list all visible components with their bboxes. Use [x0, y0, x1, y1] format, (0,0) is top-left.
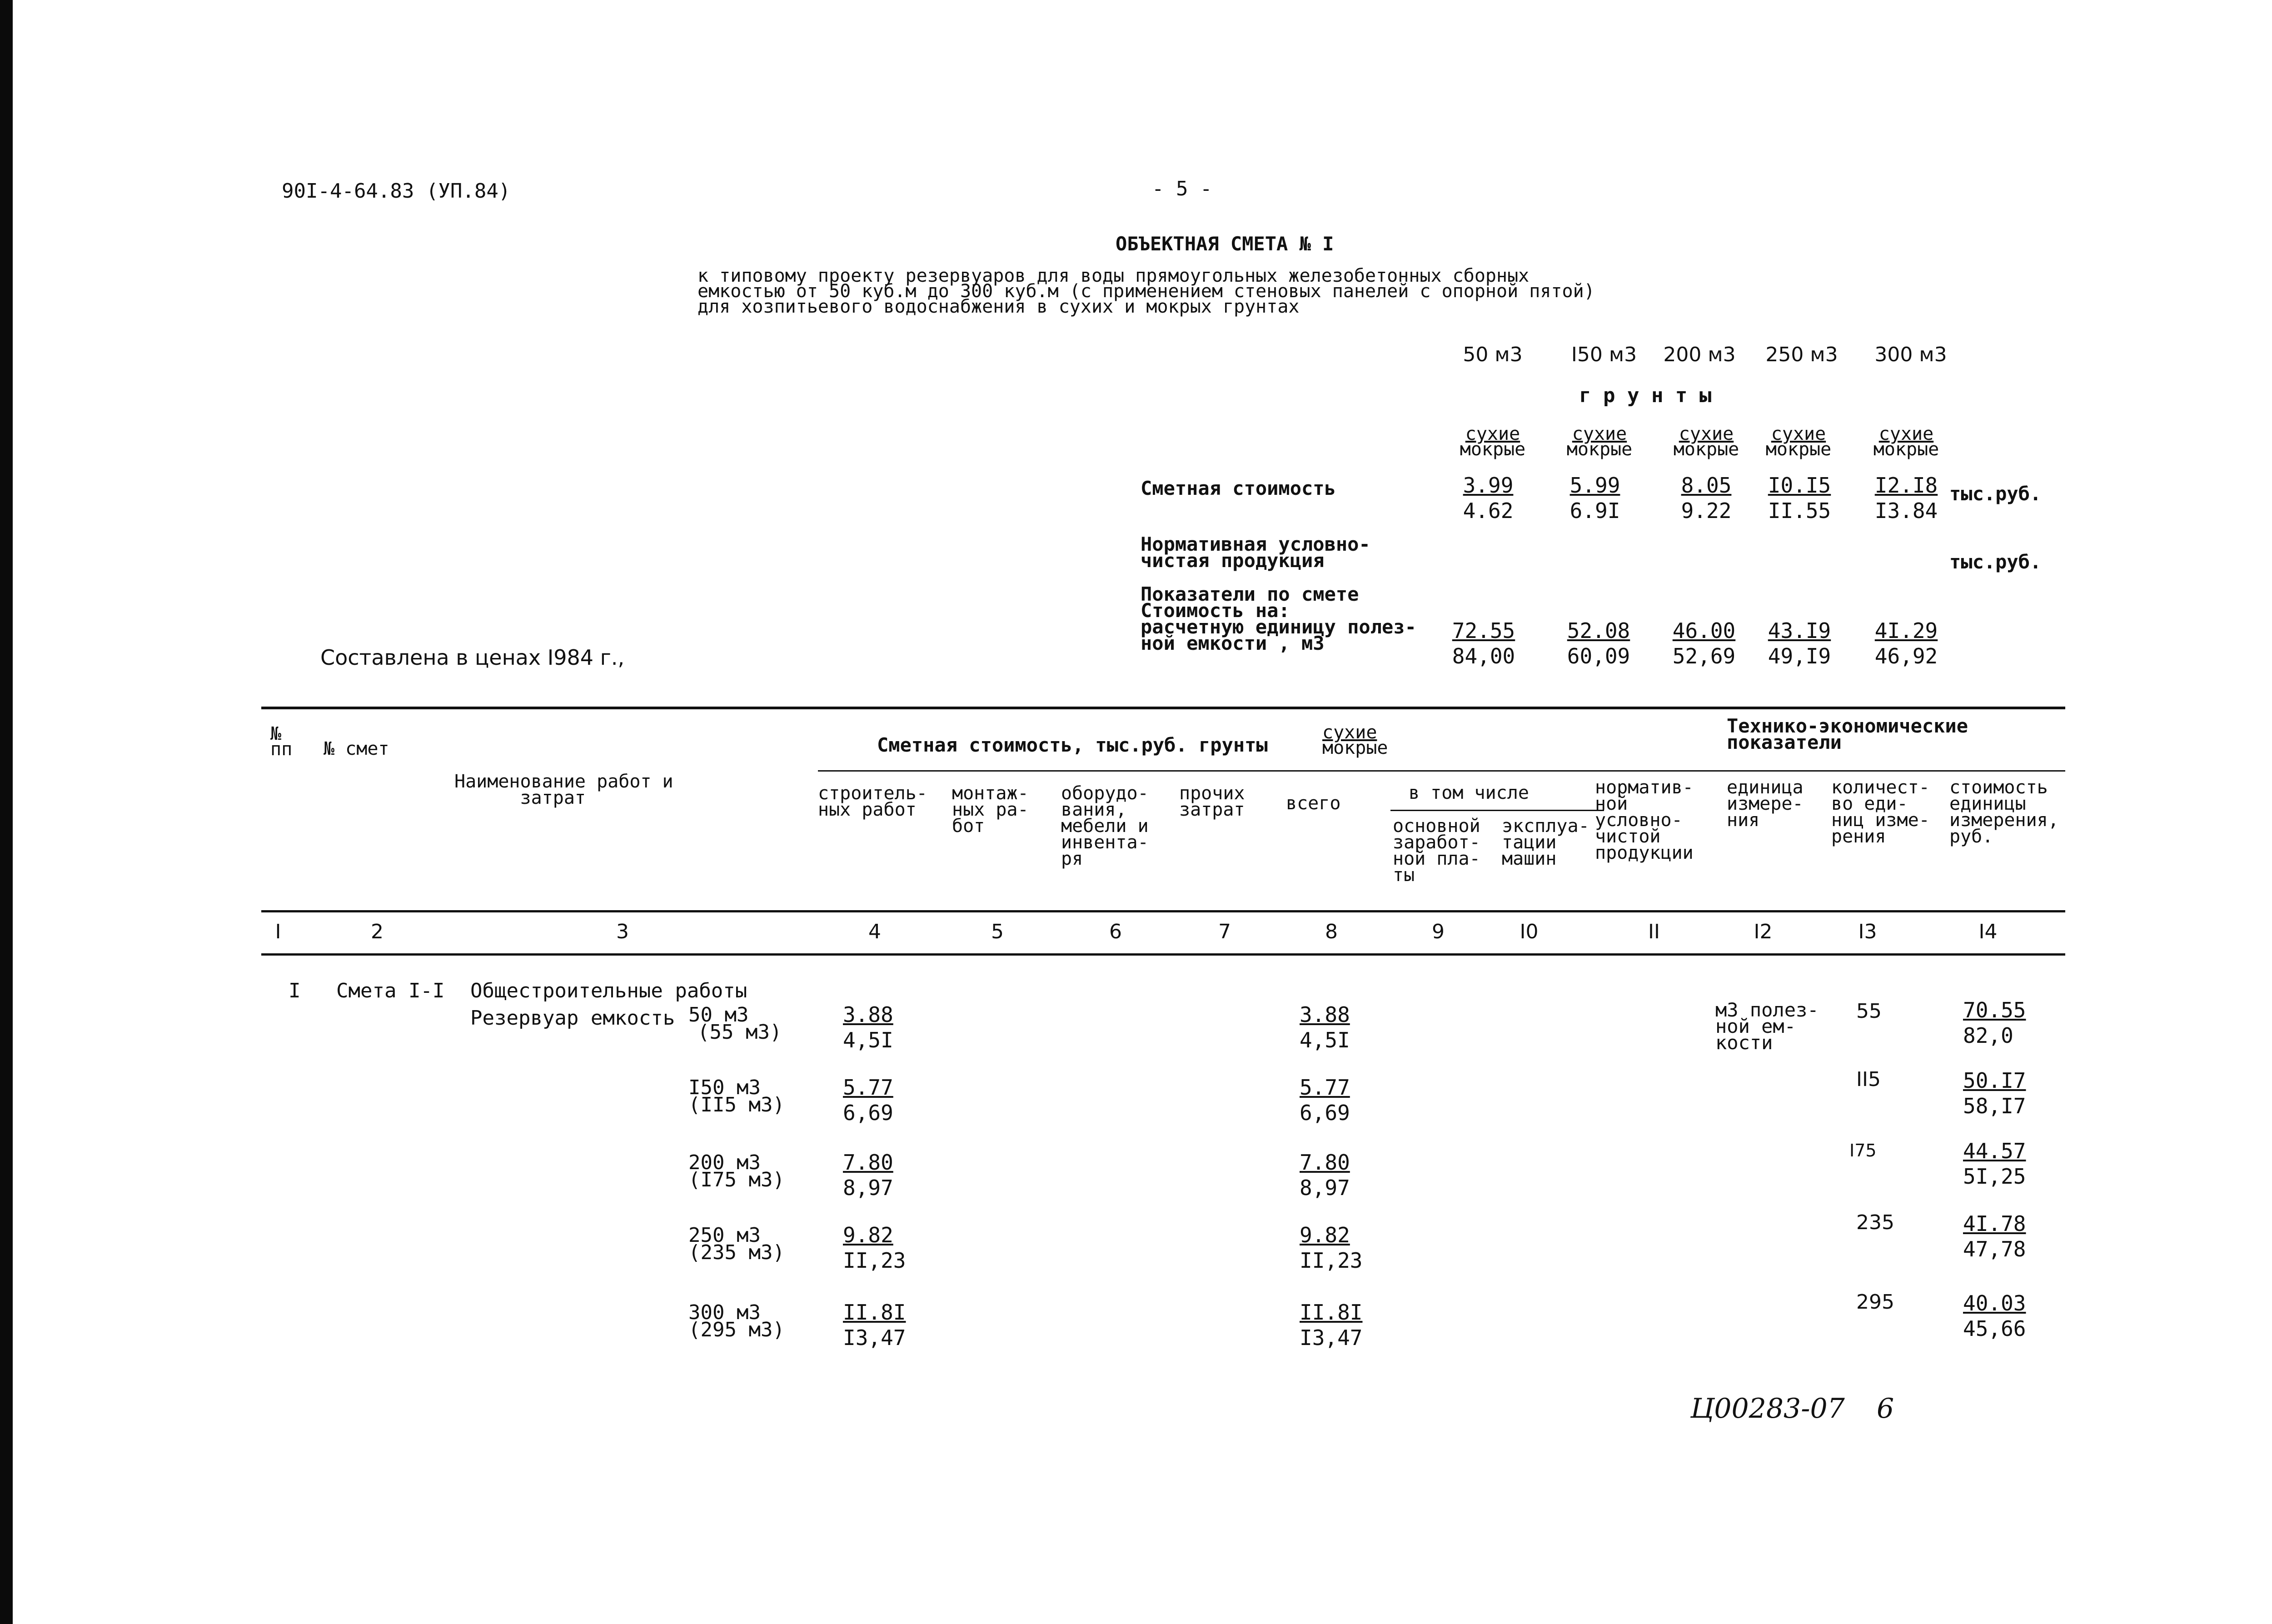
row-unit-cost: $\frac{4I.78}{47,78}$: [1963, 1211, 2026, 1261]
col-header-unit-cost: стоимость единицы измерения, руб.: [1949, 777, 2059, 847]
row-unit: м3 полез- ной ем- кости: [1715, 999, 1819, 1054]
col-header-unit: единица измере- ния: [1727, 777, 1804, 831]
unit-cost-250: $\frac{43.I9}{49,I9}$: [1768, 618, 1831, 668]
estimated-cost-50: $\frac{3.99}{4.62}$: [1463, 473, 1514, 523]
section-estimate: Смета I-I: [336, 979, 445, 1002]
col-header-basic-wages: основной заработ- ной пла- ты: [1393, 816, 1480, 886]
prices-note: Составлена в ценах I984 г.,: [320, 645, 625, 670]
archive-stamp: Ц00283-07: [1690, 1393, 1845, 1425]
col-number: 8: [1325, 920, 1338, 943]
col-header-installation: монтаж- ных ра- бот: [952, 783, 1029, 837]
section-number: I: [289, 979, 301, 1002]
row-total-cost: $\frac{7.80}{8,97}$: [1300, 1150, 1350, 1200]
subtitle-line: емкостью от 50 куб.м до 300 куб.м (с применением стеновых панелей с опорной пятой): [698, 281, 1595, 302]
unit-cost-50: $\frac{72.55}{84,00}$: [1452, 618, 1515, 668]
capacity-250: 250 м3: [1765, 343, 1838, 366]
document-code: 90I-4-64.83 (УП.84): [282, 179, 511, 203]
row-capacity: 300 м3 (295 м3): [688, 1301, 785, 1341]
capacity-300: 300 м3: [1874, 343, 1947, 366]
col-header-machine-operation: эксплуа- тации машин: [1502, 816, 1589, 869]
capacity-150: I50 м3: [1571, 343, 1637, 366]
row-construction-cost: $\frac{9.82}{II,23}$: [843, 1223, 906, 1273]
page-number: - 5 -: [1152, 177, 1212, 200]
subtitle-line: для хозпитьевого водоснабжения в сухих и мокрых грунтах: [698, 296, 1300, 317]
col-number: I: [275, 920, 281, 943]
estimated-cost-250: $\frac{I0.I5}{II.55}$: [1768, 473, 1831, 523]
row-construction-cost: $\frac{II.8I}{I3,47}$: [843, 1300, 906, 1350]
normative-product-unit: тыс.руб.: [1949, 551, 2042, 573]
estimated-cost-150: $\frac{5.99}{6.9I}$: [1569, 473, 1620, 523]
row-unit-cost: $\frac{50.I7}{58,I7}$: [1963, 1068, 2026, 1118]
col-header-estimate-number: № смет: [324, 738, 389, 759]
group-technical-indicators: Технико-экономические показатели: [1727, 715, 1968, 753]
row-construction-cost: $\frac{3.88}{4,5I}$: [843, 1002, 893, 1052]
table-colnum-rule: [261, 953, 2065, 956]
col-number: 6: [1109, 920, 1122, 943]
document-title: ОБЪЕКТНАЯ СМЕТА № I: [1116, 233, 1334, 255]
section-title: Общестроительные работы: [470, 979, 747, 1002]
row-quantity: 235: [1856, 1211, 1894, 1234]
row-quantity: 55: [1856, 1000, 1882, 1023]
estimated-cost-label: Сметная стоимость: [1141, 477, 1336, 499]
estimated-cost-unit: тыс.руб.: [1949, 483, 2042, 505]
row-unit-cost: $\frac{44.57}{5I,25}$: [1963, 1139, 2026, 1189]
normative-product-label: Нормативная условно- чистая продукция: [1141, 533, 1370, 572]
col-number: 5: [991, 920, 1004, 943]
col-number: I2: [1754, 920, 1773, 943]
col-header-construction: строитель- ных работ: [818, 783, 927, 820]
table-top-rule: [261, 707, 2065, 709]
table-header-rule: [261, 910, 2065, 912]
col-header-normative-product: норматив- ной условно- чистой продукции: [1595, 777, 1694, 863]
col-header-work-name: Наименование работ и затрат: [454, 771, 673, 808]
col-header-total: всего: [1286, 793, 1341, 814]
col-number: I0: [1520, 920, 1539, 943]
col-number: 9: [1432, 920, 1445, 943]
row-capacity: I50 м3 (II5 м3): [688, 1076, 785, 1116]
subtitle-line: к типовому проекту резервуаров для воды прямоугольных железобетонных сборных: [698, 265, 1530, 286]
row-capacity: 50 м3 (55 м3): [688, 1003, 782, 1044]
capacity-200: 200 м3: [1663, 343, 1736, 366]
soils-label: г р у н т ы: [1579, 384, 1712, 407]
col-number: I3: [1858, 920, 1877, 943]
row-quantity: II5: [1856, 1068, 1881, 1091]
col-header-number: № пп: [270, 723, 293, 760]
unit-cost-150: $\frac{52.08}{60,09}$: [1567, 618, 1630, 668]
unit-cost-300: $\frac{4I.29}{46,92}$: [1874, 618, 1938, 668]
group-estimated-cost: Сметная стоимость, тыс.руб. грунты: [877, 734, 1268, 756]
col-header-including: в том числе: [1409, 782, 1529, 803]
estimated-cost-300: $\frac{I2.I8}{I3.84}$: [1874, 473, 1938, 523]
row-total-cost: $\frac{5.77}{6,69}$: [1300, 1075, 1350, 1125]
row-construction-cost: $\frac{7.80}{8,97}$: [843, 1150, 893, 1200]
soil-header-200: сухие мокрые: [1673, 423, 1739, 460]
col-header-other-costs: прочих затрат: [1179, 783, 1245, 820]
item-label: Резервуар емкость: [470, 1006, 675, 1030]
row-total-cost: $\frac{II.8I}{I3,47}$: [1300, 1300, 1363, 1350]
col-header-quantity: количест- во еди- ниц изме- рения: [1831, 777, 1930, 847]
row-total-cost: $\frac{9.82}{II,23}$: [1300, 1223, 1363, 1273]
row-unit-cost: $\frac{40.03}{45,66}$: [1963, 1291, 2026, 1341]
col-number: 7: [1218, 920, 1231, 943]
row-construction-cost: $\frac{5.77}{6,69}$: [843, 1075, 893, 1125]
table-incl-rule: [1390, 810, 1604, 811]
soil-header-300: сухие мокрые: [1873, 423, 1939, 460]
row-total-cost: $\frac{3.88}{4,5I}$: [1300, 1002, 1350, 1052]
col-number: 2: [371, 920, 384, 943]
col-header-equipment: оборудо- вания, мебели и инвента- ря: [1061, 783, 1149, 869]
indicators-label: Показатели по смете Стоимость на: расчетную единицу полез- ной емкости , м3: [1141, 583, 1416, 654]
col-number: 3: [616, 920, 629, 943]
soil-header-250: сухие мокрые: [1765, 423, 1832, 460]
scan-left-border: [0, 0, 13, 1624]
document-subtitle: [698, 265, 1595, 317]
table-group-rule: [818, 770, 2065, 772]
row-unit-cost: $\frac{70.55}{82,0}$: [1963, 998, 2026, 1048]
col-number: II: [1648, 920, 1660, 943]
row-quantity: I75: [1849, 1141, 1877, 1161]
group-soil-fraction: сухие мокрые: [1322, 722, 1388, 758]
capacity-50: 50 м3: [1463, 343, 1523, 366]
unit-cost-200: $\frac{46.00}{52,69}$: [1672, 618, 1736, 668]
col-number: I4: [1978, 920, 1998, 943]
col-number: 4: [868, 920, 881, 943]
estimated-cost-200: $\frac{8.05}{9.22}$: [1681, 473, 1732, 523]
soil-header-50: сухие мокрые: [1460, 423, 1526, 460]
row-quantity: 295: [1856, 1290, 1894, 1314]
sheet-number: 6: [1877, 1393, 1894, 1425]
row-capacity: 200 м3 (I75 м3): [688, 1151, 785, 1191]
soil-header-150: сухие мокрые: [1566, 423, 1633, 460]
row-capacity: 250 м3 (235 м3): [688, 1224, 785, 1264]
